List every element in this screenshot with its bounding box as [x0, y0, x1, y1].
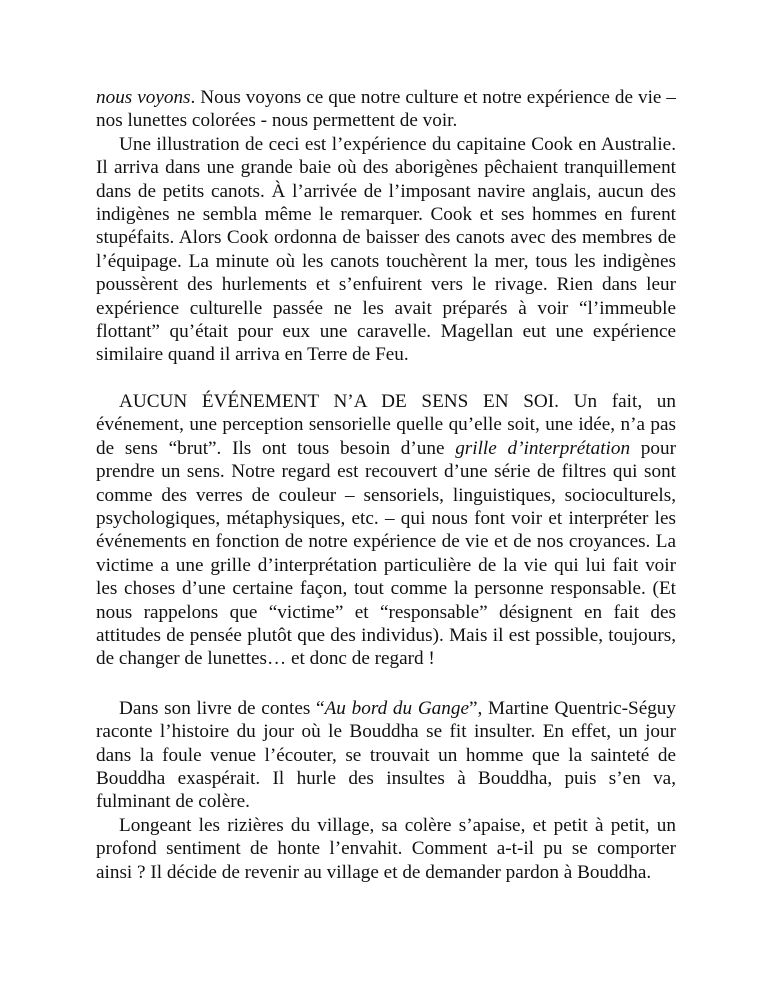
- paragraph-text: Dans son livre de contes “: [119, 697, 325, 719]
- paragraph-3: [96, 390, 676, 671]
- paragraph-spacer: [96, 671, 676, 697]
- paragraph-5: Longeant les rizières du village, sa colère s’apaise, et petit à petit, un profond sentiment de honte l’envahit. Comment a-t-il pu se comporter ainsi ? Il décide de revenir au village et de demander pardon à Bouddha.: [96, 814, 676, 883]
- italic-phrase: nous voyons: [96, 87, 191, 108]
- paragraph-text: ”, Martine Quentric-Séguy raconte l’histoire du jour où le Bouddha se fit insulter. En effet, un jour dans la foule venue l’écouter, se trouvait un homme que la sainteté de Bouddha exaspérait. Il hurle des insultes à Bouddha, puis s’en va, fulminant de colère.: [96, 697, 676, 813]
- paragraph-2: Une illustration de ceci est l’expérience du capitaine Cook en Australie. Il arriva dans une grande baie où des aborigènes pêchaient tranquillement dans de petits canots. À l’arrivée de l’imposant navire anglais, aucun des indigènes ne sembla même le remarquer. Cook et ses hommes en furent stupéfaits. Alors Cook ordonna de baisser des canots avec des membres de l’équipage. La minute où les canots touchèrent la mer, tous les indigènes poussèrent des hurlements et s’enfuirent vers le rivage. Rien dans leur expérience culturelle passée ne les avait préparés à voir “l’immeuble flottant” qu’était pour eux une caravelle. Magellan eut une expérience similaire quand il arriva en Terre de Feu.: [96, 133, 676, 366]
- paragraph-text: . Nous voyons ce que notre culture et notre expérience de vie – nos lunettes colorées - nous permettent de voir.: [96, 87, 676, 132]
- italic-phrase: grille d’interprétation: [455, 437, 631, 459]
- paragraph-spacer: [96, 367, 676, 390]
- paragraph-4: [96, 697, 676, 814]
- paragraph-text: AUCUN ÉVÉNEMENT N’A DE SENS EN SOI. Un fait, un événement, une perception sensorielle quelle qu’elle soit, une idée, n’a pas de sens “brut”. Ils ont tous besoin d’une: [96, 390, 676, 459]
- paragraph-1: [96, 86, 676, 133]
- book-title: Au bord du Gange: [324, 697, 469, 719]
- paragraph-text: pour prendre un sens. Notre regard est recouvert d’une série de filtres qui sont comme des verres de couleur – sensoriels, linguistiques, socioculturels, psychologiques, métaphysiques, etc. – qui nous font voir et interpréter les événements en fonction de notre expérience de vie et de nos croyances. La victime a une grille d’interprétation particulière de la vie qui lui fait voir les choses d’une certaine façon, tout comme la personne responsable. (Et nous rappelons que “victime” et “responsable” désignent en fait des attitudes de pensée plutôt que des individus). Mais il est possible, toujours, de changer de lunettes… et donc de regard !: [96, 437, 676, 670]
